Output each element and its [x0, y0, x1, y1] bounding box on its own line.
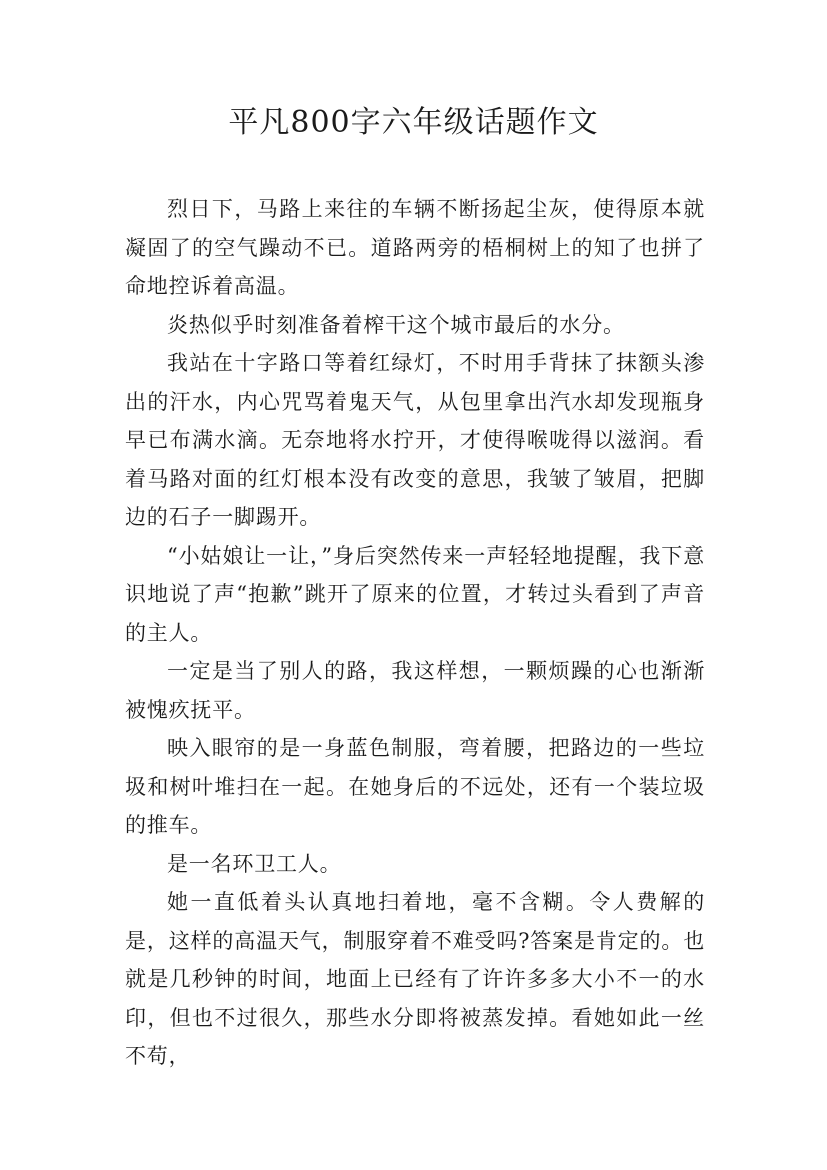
- paragraph: 映入眼帘的是一身蓝色制服，弯着腰，把路边的一些垃圾和树叶堆扫在一起。在她身后的不远处，还有一个装垃圾的推车。: [125, 736, 705, 837]
- paragraph: 炎热似乎时刻准备着榨干这个城市最后的水分。: [167, 312, 625, 337]
- paragraph: 烈日下，马路上来往的车辆不断扬起尘灰，使得原本就凝固了的空气躁动不已。道路两旁的梧桐树上的知了也拼了命地控诉着高温。: [125, 197, 705, 298]
- paragraph: 是一名环卫工人。: [167, 851, 342, 876]
- paragraph: “小姑娘让一让，”身后突然传来一声轻轻地提醒，我下意识地说了声“抱歉”跳开了原来的位置，才转过头看到了声音的主人。: [125, 543, 705, 645]
- paragraph: 我站在十字路口等着红绿灯，不时用手背抹了抹额头渗出的汗水，内心咒骂着鬼天气，从包里拿出汽水却发现瓶身早已布满水滴。无奈地将水拧开，才使得喉咙得以滋润。看着马路对面的红灯根本没有改变的意思，我皱了皱眉，把脚边的石子一脚踢开。: [125, 351, 705, 529]
- paragraph: 一定是当了别人的路，我这样想，一颗烦躁的心也渐渐被愧疚抚平。: [125, 659, 705, 722]
- document-title: 平凡800字六年级话题作文: [228, 105, 599, 140]
- document-body: [125, 190, 705, 1076]
- paragraph: 她一直低着头认真地扫着地，毫不含糊。令人费解的是，这样的高温天气，制服穿着不难受吗?答案是肯定的。也就是几秒钟的时间，地面上已经有了许许多多大小不一的水印，但也不过很久，那些水分即将被蒸发掉。看她如此一丝不苟，: [125, 890, 705, 1068]
